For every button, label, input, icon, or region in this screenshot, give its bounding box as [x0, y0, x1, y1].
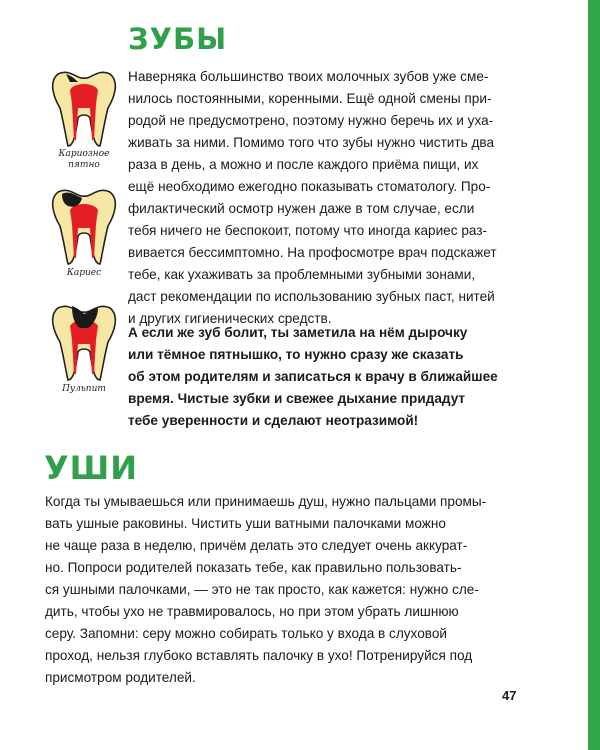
tooth-pulpitis-icon — [48, 302, 120, 382]
tooth-carious-spot-icon — [48, 68, 120, 148]
caption-pulpitis: Пульпит — [62, 384, 106, 394]
page-number: 47 — [502, 688, 517, 703]
caption-carious-spot: Кариозное пятно — [58, 149, 110, 170]
caption-caries: Кариес — [66, 268, 102, 278]
teeth-paragraph-1: Наверняка большинство твоих молочных зубов уже сме- нилось постоянными, коренными. Ещё одной смены при- родой не предусмотрено, поэтому нужно беречь их и уха- живать за ними. Помимо того что зубы нужно чистить два раза в день, а можно и после каждого приёма пищи, их ещё необходимо ежегодно показывать стоматологу. Про- филактический осмотр нужен даже в том случае, если тебя ничего не беспокоит, потому что иногда кариес раз- вивается бессимптомно. На профосмотре врач подскажет тебе, как ухаживать за проблемными зубными зонами, даст рекомендации по использованию зубных паст, нитей и других гигиенических средств. — [128, 69, 497, 326]
teeth-heading: ЗУБЫ — [128, 22, 228, 56]
teeth-paragraph-2: А если же зуб болит, ты заметила на нём дырочку или тёмное пятнышко, то нужно сразу же сказать об этом родителям и записаться к врачу в ближайшее время. Чистые зубки и свежее дыхание придадут тебе уверенности и сделают неотразимой! — [128, 325, 498, 428]
ears-heading: УШИ — [44, 449, 138, 487]
ears-paragraph: Когда ты умываешься или принимаешь душ, нужно пальцами промы- вать ушные раковины. Чистить уши ватными палочками можно не чаще раза в неделю, причём делать это следует очень аккурат- но. Попроси родителей показать тебе, как правильно пользовать- ся ушными палочками, — это не так просто, как кажется: нужно сле- дить, чтобы ухо не травмировалось, но при этом убрать лишнюю серу. Запомни: серу можно собирать только у входа в слуховой проход, нельзя глубоко вставлять палочку в ухо! Потренируйся под присмотром родителей. — [45, 494, 487, 685]
green-side-bar — [588, 0, 600, 750]
tooth-caries-icon — [48, 186, 120, 266]
